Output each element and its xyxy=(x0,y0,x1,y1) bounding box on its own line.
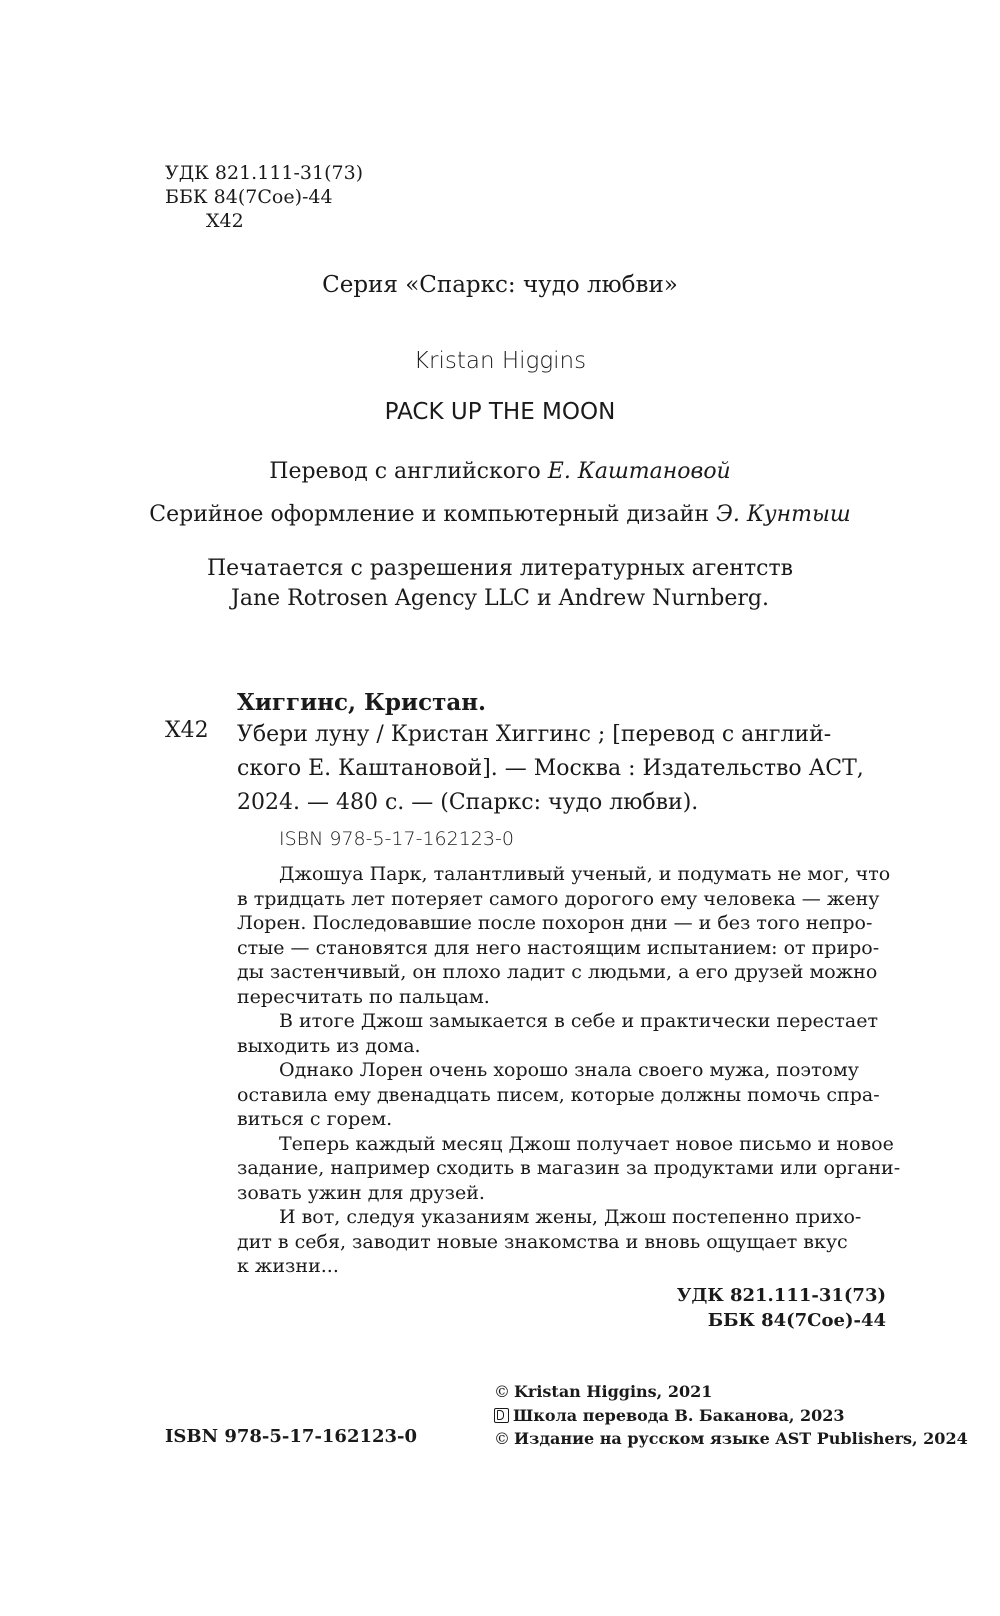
school-logo-icon xyxy=(494,1408,509,1423)
series-line: Серия «Спаркс: чудо любви» xyxy=(322,272,678,298)
isbn-record: ISBN 978-5-17-162123-0 xyxy=(279,828,514,850)
bibliographic-heading: Хиггинс, Кристан. xyxy=(237,689,487,716)
copyright-author xyxy=(494,1380,968,1404)
annotation-line: оставила ему двенадцать писем, которые должны помочь спра- xyxy=(237,1083,880,1106)
annotation-line: Теперь каждый месяц Джош получает новое письмо и новое xyxy=(279,1132,894,1155)
footer-udk: УДК 821.111-31(73) xyxy=(676,1285,886,1306)
annotation-line: И вот, следуя указаниям жены, Джош постепенно прихо- xyxy=(279,1206,862,1228)
copyright-edition-text: Издание на русском языке AST Publishers, 2024 xyxy=(514,1429,968,1448)
description-line: ского Е. Каштановой]. — Москва : Издательство АСТ, xyxy=(237,756,864,781)
permission-line: Jane Rotrosen Agency LLC и Andrew Nurnberg. xyxy=(231,586,769,611)
copyright-school-text: Школа перевода В. Баканова, 2023 xyxy=(513,1405,845,1425)
original-author: Kristan Higgins xyxy=(413,348,587,374)
description-line: 2024. — 480 с. — (Спаркс: чудо любви). xyxy=(237,790,699,815)
bibliographic-description xyxy=(237,718,887,820)
copyright-edition xyxy=(494,1427,968,1451)
translation-label: Перевод с английского xyxy=(269,459,541,484)
annotation-line: Лорен. Последовавшие после похорон дни — и без того непро- xyxy=(237,912,873,934)
annotation-line: выходить из дома. xyxy=(237,1034,421,1057)
permission-notice xyxy=(0,554,1000,614)
isbn-bottom: ISBN 978-5-17-162123-0 xyxy=(165,1426,418,1447)
annotation-line: В итоге Джош замыкается в себе и практически перестает xyxy=(279,1010,878,1032)
footer-bbk: ББК 84(7Сое)-44 xyxy=(707,1310,886,1331)
copyright-school xyxy=(494,1404,968,1428)
copyright-author-text: Kristan Higgins, 2021 xyxy=(514,1382,713,1401)
footer-codes xyxy=(600,1283,886,1333)
copyright-icon: © xyxy=(494,1382,510,1401)
annotation-line: виться с горем. xyxy=(237,1108,393,1130)
translation-credit xyxy=(0,459,1000,484)
designer-name: Э. Кунтыш xyxy=(716,502,851,527)
bbk-code: ББК 84(7Сое)-44 xyxy=(165,186,333,208)
annotation-line: задание, например сходить в магазин за продуктами или органи- xyxy=(237,1157,901,1179)
translator-name: Е. Каштановой xyxy=(547,459,731,484)
design-label: Серийное оформление и компьютерный дизайн xyxy=(149,502,709,527)
copyright-icon: © xyxy=(494,1429,510,1448)
annotation-line: в тридцать лет потеряет самого дорогого ему человека — жену xyxy=(237,887,880,910)
annotation-line: Однако Лорен очень хорошо знала своего мужа, поэтому xyxy=(279,1059,859,1081)
annotation-line: дит в себя, заводит новые знакомства и вновь ощущает вкус xyxy=(237,1230,848,1253)
design-credit xyxy=(0,502,1000,527)
annotation-line: стые — становятся для него настоящим испытанием: от приро- xyxy=(237,936,880,959)
annotation-line: к жизни... xyxy=(237,1255,339,1277)
annotation-line: пересчитать по пальцам. xyxy=(237,985,490,1008)
classification-block xyxy=(165,161,363,233)
copyright-block xyxy=(494,1380,968,1451)
udk-code: УДК 821.111-31(73) xyxy=(165,162,364,184)
annotation xyxy=(237,862,901,1279)
original-title: PACK UP THE MOON xyxy=(384,399,616,425)
cutter-code: Х42 xyxy=(206,210,244,232)
permission-line: Печатается с разрешения литературных агентств xyxy=(207,556,793,581)
description-line: Убери луну / Кристан Хиггинс ; [перевод с англий- xyxy=(237,722,832,747)
annotation-line: ды застенчивый, он плохо ладит с людьми, а его друзей можно xyxy=(237,961,878,983)
annotation-line: Джошуа Парк, талантливый ученый, и подумать не мог, что xyxy=(279,863,891,885)
annotation-line: зовать ужин для друзей. xyxy=(237,1181,485,1204)
bibliographic-cutter: Х42 xyxy=(165,718,209,743)
